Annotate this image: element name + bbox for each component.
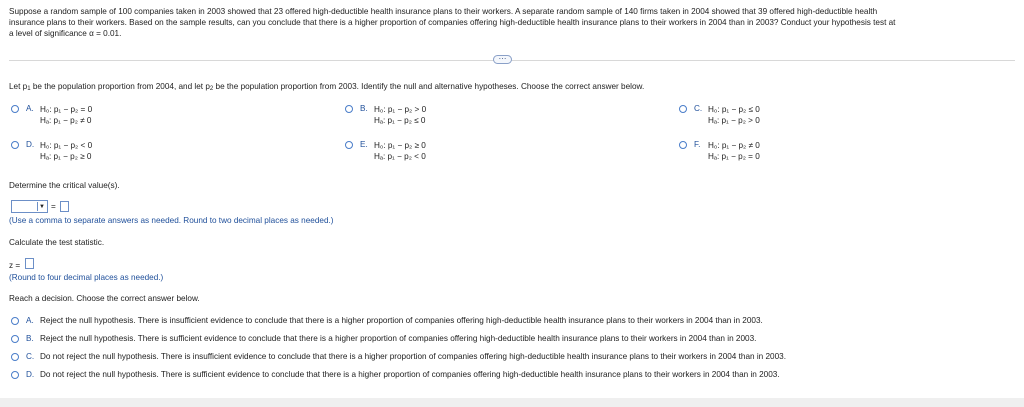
radio-button[interactable] [11,371,19,379]
decision-prompt: Reach a decision. Choose the correct answer below. [9,294,200,303]
hypothesis-option-c[interactable] [679,104,760,126]
problem-statement [9,6,1015,39]
option-letter: F. [694,140,701,149]
null-hypothesis: H₀: p₁ − p₂ < 0 [40,141,93,150]
option-letter: C. [694,104,703,113]
null-hypothesis: H₀: p₁ − p₂ ≥ 0 [374,141,426,150]
radio-button[interactable] [345,105,353,113]
hypothesis-option-b[interactable] [345,104,426,126]
decision-option-d[interactable] [11,370,780,379]
radio-button[interactable] [11,317,19,325]
decision-option-c[interactable] [11,352,786,361]
equals-sign: = [51,202,56,211]
critical-value-input[interactable] [60,201,69,212]
option-text: Do not reject the null hypothesis. There is insufficient evidence to conclude that there is a higher proportion of companies offering high-deductible health insurance plans to their workers in 2004 than in 2003. [40,352,786,361]
option-letter: E. [360,140,368,149]
problem-line: insurance plans to their workers. Based on the sample results, can you conclude that there is a higher proportion of companies offering high-deductible health insurance plans to their workers in 2004 than in 2003? Conduct your hypothesis test at [9,18,896,27]
test-statistic-input[interactable] [25,258,34,269]
test-statistic-prompt: Calculate the test statistic. [9,238,105,247]
alt-hypothesis: Hₐ: p₁ − p₂ ≠ 0 [40,116,92,125]
chevron-down-icon: ▼ [39,204,45,210]
option-letter: B. [26,334,34,343]
option-text: Reject the null hypothesis. There is sufficient evidence to conclude that there is a higher proportion of companies offering high-deductible health insurance plans to their workers in 2004 than in 2003. [40,334,757,343]
alt-hypothesis: Hₐ: p₁ − p₂ > 0 [708,116,760,125]
critical-value-sign-select[interactable] [11,200,48,213]
problem-line: a level of significance α = 0.01. [9,29,122,38]
question-text: be the population proportion from 2003. Identify the null and alternative hypotheses. Choose the correct answer below. [213,82,645,91]
null-hypothesis: H₀: p₁ − p₂ > 0 [374,105,427,114]
option-letter: A. [26,104,34,113]
alt-hypothesis: Hₐ: p₁ − p₂ ≤ 0 [374,116,426,125]
hypothesis-pair [40,140,92,162]
hypothesis-option-a[interactable] [11,104,92,126]
option-text: Do not reject the null hypothesis. There is sufficient evidence to conclude that there is a higher proportion of companies offering high-deductible health insurance plans to their workers in 2004 than in 2003. [40,370,780,379]
radio-button[interactable] [11,353,19,361]
option-text: Reject the null hypothesis. There is insufficient evidence to conclude that there is a higher proportion of companies offering high-deductible health insurance plans to their workers in 2004 than in 2003. [40,316,763,325]
hypothesis-option-d[interactable] [11,140,92,162]
option-letter: C. [26,352,35,361]
alt-hypothesis: Hₐ: p₁ − p₂ < 0 [374,152,426,161]
radio-button[interactable] [11,141,19,149]
decision-option-a[interactable] [11,316,763,325]
problem-line: Suppose a random sample of 100 companies taken in 2003 showed that 23 offered high-deductible health insurance plans to their workers. A separate random sample of 140 firms taken in 2004 showed that 39 offered high-deductible health [9,7,878,16]
option-letter: D. [26,140,35,149]
decision-option-b[interactable] [11,334,756,343]
hypothesis-pair [40,104,92,126]
hypothesis-pair [374,140,426,162]
select-divider [37,202,38,211]
subscript: 1 [27,86,31,92]
question-text: Let p [9,82,28,91]
hypothesis-pair [374,104,426,126]
radio-button[interactable] [679,105,687,113]
null-hypothesis: H₀: p₁ − p₂ ≠ 0 [708,141,760,150]
radio-button[interactable] [11,105,19,113]
footer-bar [0,398,1024,407]
alt-hypothesis: Hₐ: p₁ − p₂ ≥ 0 [40,152,92,161]
critical-value-prompt: Determine the critical value(s). [9,181,120,190]
more-button[interactable]: ⋯ [493,55,512,64]
radio-button[interactable] [679,141,687,149]
option-letter: D. [26,370,35,379]
critical-value-hint: (Use a comma to separate answers as needed. Round to two decimal places as needed.) [9,216,334,225]
section-divider [9,60,1015,61]
option-letter: A. [26,316,34,325]
hypothesis-pair [708,104,760,126]
option-letter: B. [360,104,368,113]
radio-button[interactable] [345,141,353,149]
hypothesis-pair [708,140,760,162]
null-hypothesis: H₀: p₁ − p₂ = 0 [40,105,93,114]
question-text: be the population proportion from 2004, and let p [30,82,210,91]
hypothesis-option-e[interactable] [345,140,426,162]
radio-button[interactable] [11,335,19,343]
alt-hypothesis: Hₐ: p₁ − p₂ = 0 [708,152,760,161]
null-hypothesis: H₀: p₁ − p₂ ≤ 0 [708,105,760,114]
hypothesis-option-f[interactable] [679,140,760,162]
test-statistic-hint: (Round to four decimal places as needed.) [9,273,164,282]
subscript: 2 [209,86,214,92]
z-label: z = [9,261,21,270]
hypothesis-question [9,82,644,92]
